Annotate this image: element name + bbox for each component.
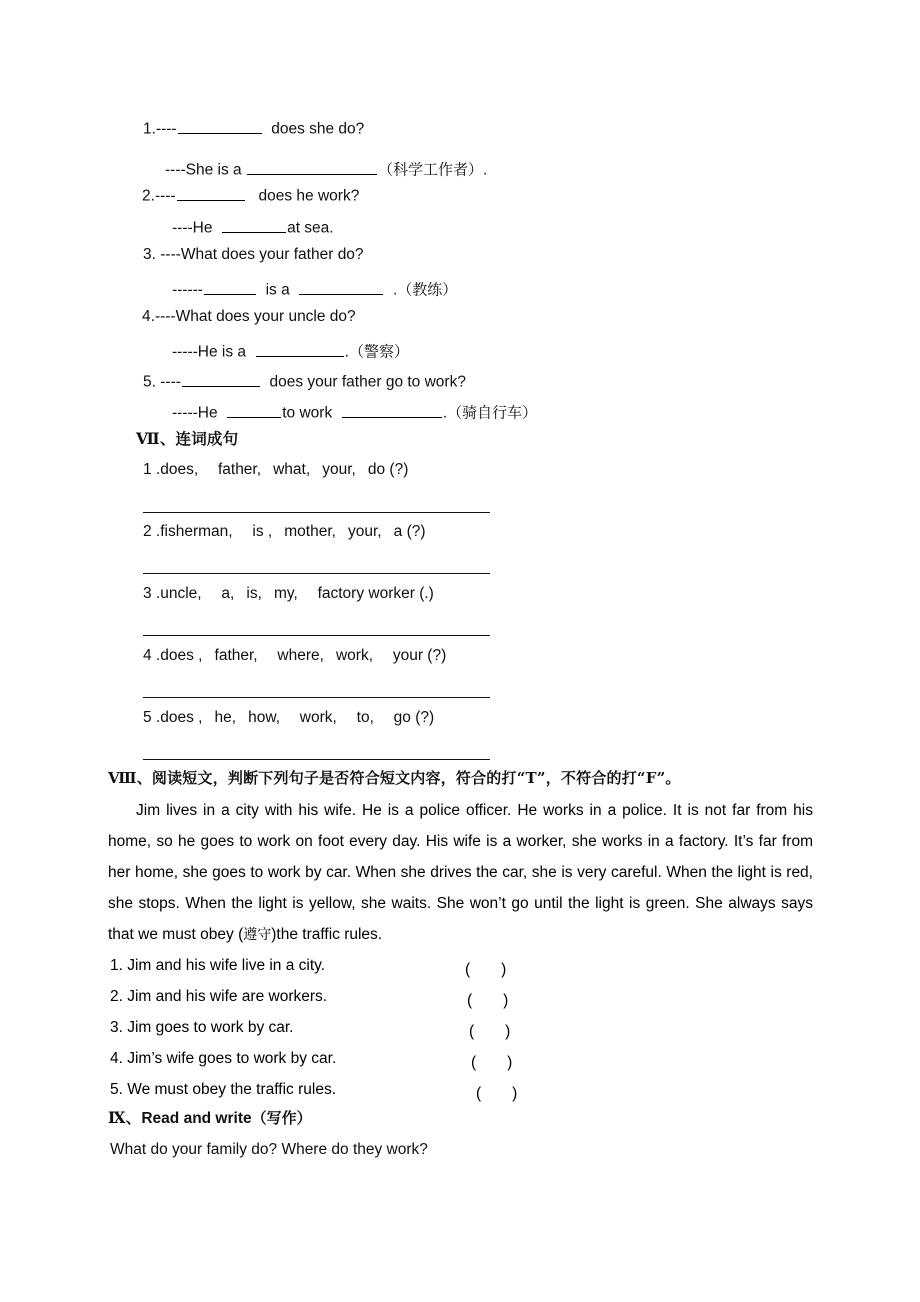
answer-blank[interactable] xyxy=(247,159,377,175)
section-v-item-2-question xyxy=(142,185,359,204)
reading-passage xyxy=(108,795,813,951)
section-vi-item-2: 2 .fisherman, is , mother, your, a (?) xyxy=(143,523,426,540)
answer-tail: . xyxy=(384,281,398,299)
chinese-hint: （科学工作者） xyxy=(377,160,483,179)
answer-prefix: ------ xyxy=(172,281,203,299)
item-number: 1. xyxy=(143,120,156,138)
answer-blank[interactable] xyxy=(227,402,281,418)
answer-prefix: ----He xyxy=(172,219,222,237)
section-v-item-5-question xyxy=(143,371,466,390)
section-vi-answer-line-1[interactable] xyxy=(143,512,490,513)
section-vii-heading: Ⅷ、阅读短文，判断下列句子是否符合短文内容，符合的打“T”，不符合的打“F”。 xyxy=(108,769,681,787)
answer-tail: at sea. xyxy=(287,219,334,237)
tf-question-2: 2. Jim and his wife are workers. xyxy=(110,988,328,1005)
tf-answer-box-2[interactable]: ( ) xyxy=(467,992,509,1009)
question-text: ----What does your uncle do? xyxy=(154,308,356,325)
answer-blank[interactable] xyxy=(182,371,260,387)
answer-blank-2[interactable] xyxy=(342,402,442,418)
answer-blank[interactable] xyxy=(178,118,262,134)
section-vi-answer-line-2[interactable] xyxy=(143,573,490,574)
item-number: 2. xyxy=(142,187,155,205)
section-vi-answer-line-4[interactable] xyxy=(143,697,490,698)
question-prefix: ---- xyxy=(155,373,181,391)
section-viii-numeral: Ⅸ、 xyxy=(108,1108,142,1127)
answer-blank[interactable] xyxy=(177,185,245,201)
answer-tail: . xyxy=(344,343,349,361)
passage-text-part-2: )the traffic rules. xyxy=(271,926,383,943)
question-text: ----What does your father do? xyxy=(155,246,364,263)
tf-answer-box-1[interactable]: ( ) xyxy=(465,961,507,978)
passage-text-part-1: Jim lives in a city with his wife. He is a police officer. He works in a police. It is not far from his home, so he goes to work on foot every day. His wife is a worker, she works in a factory. It’s far from her home, she goes to work by car. When she drives the car, she is very careful. When the light is red, she stops. When the light is yellow, she waits. She won’t go until the light is green. She always says that we must obey ( xyxy=(108,802,813,943)
tf-question-5: 5. We must obey the traffic rules. xyxy=(110,1081,336,1098)
section-viii-prompt: What do your family do? Where do they work? xyxy=(110,1141,428,1158)
item-number: 5. xyxy=(143,373,156,391)
answer-blank[interactable] xyxy=(204,279,256,295)
section-v-item-3-question xyxy=(143,247,364,263)
tf-question-1: 1. Jim and his wife live in a city. xyxy=(110,957,326,974)
tf-answer-box-4[interactable]: ( ) xyxy=(471,1054,513,1071)
answer-blank[interactable] xyxy=(222,217,286,233)
section-v-item-4-question xyxy=(142,309,356,325)
question-prefix: ---- xyxy=(155,120,177,138)
answer-blank-2[interactable] xyxy=(299,279,383,295)
section-viii-heading xyxy=(108,1110,312,1127)
section-v-item-2-answer xyxy=(172,217,334,236)
answer-tail: . xyxy=(442,404,448,422)
question-rest: does your father go to work? xyxy=(260,373,466,391)
section-vi-heading: Ⅶ、连词成句 xyxy=(136,429,239,448)
tf-answer-box-5[interactable]: ( ) xyxy=(476,1085,518,1102)
answer-mid: to work xyxy=(282,404,341,422)
question-rest: does she do? xyxy=(262,120,365,138)
section-v-item-5-answer xyxy=(172,402,537,421)
tf-question-3: 3. Jim goes to work by car. xyxy=(110,1019,294,1036)
answer-mid: is a xyxy=(256,281,299,299)
section-viii-title-en: Read and write xyxy=(141,1110,252,1127)
chinese-hint: （教练） xyxy=(397,280,458,299)
question-rest: does he work? xyxy=(245,187,360,205)
answer-tail: . xyxy=(482,161,488,179)
tf-answer-box-3[interactable]: ( ) xyxy=(469,1023,511,1040)
item-number: 3. xyxy=(143,246,156,263)
section-v-item-3-answer xyxy=(172,279,457,298)
section-v-item-1-answer xyxy=(165,159,487,178)
section-v-item-4-answer xyxy=(172,341,409,360)
section-vi-item-4: 4 .does , father, where, work, your (?) xyxy=(143,647,447,664)
answer-prefix: -----He is a xyxy=(172,343,255,361)
chinese-hint: （骑自行车） xyxy=(447,403,538,422)
answer-blank[interactable] xyxy=(256,341,344,357)
answer-prefix: ----She is a xyxy=(165,161,246,179)
section-vi-answer-line-3[interactable] xyxy=(143,635,490,636)
section-vi-item-1: 1 .does, father, what, your, do (?) xyxy=(143,461,409,478)
question-prefix: ---- xyxy=(154,187,176,205)
section-v-item-1-question xyxy=(143,118,364,137)
answer-prefix: -----He xyxy=(172,404,227,422)
passage-chinese-gloss: 遵守 xyxy=(243,927,272,943)
item-number: 4. xyxy=(142,308,155,325)
section-vi-item-3: 3 .uncle, a, is, my, factory worker (.) xyxy=(143,585,434,602)
section-vi-item-5: 5 .does , he, how, work, to, go (?) xyxy=(143,709,435,726)
tf-question-4: 4. Jim’s wife goes to work by car. xyxy=(110,1050,337,1067)
section-viii-title-zh: （写作） xyxy=(251,1109,312,1127)
chinese-hint: （警察） xyxy=(348,342,409,361)
section-vi-answer-line-5[interactable] xyxy=(143,759,490,760)
